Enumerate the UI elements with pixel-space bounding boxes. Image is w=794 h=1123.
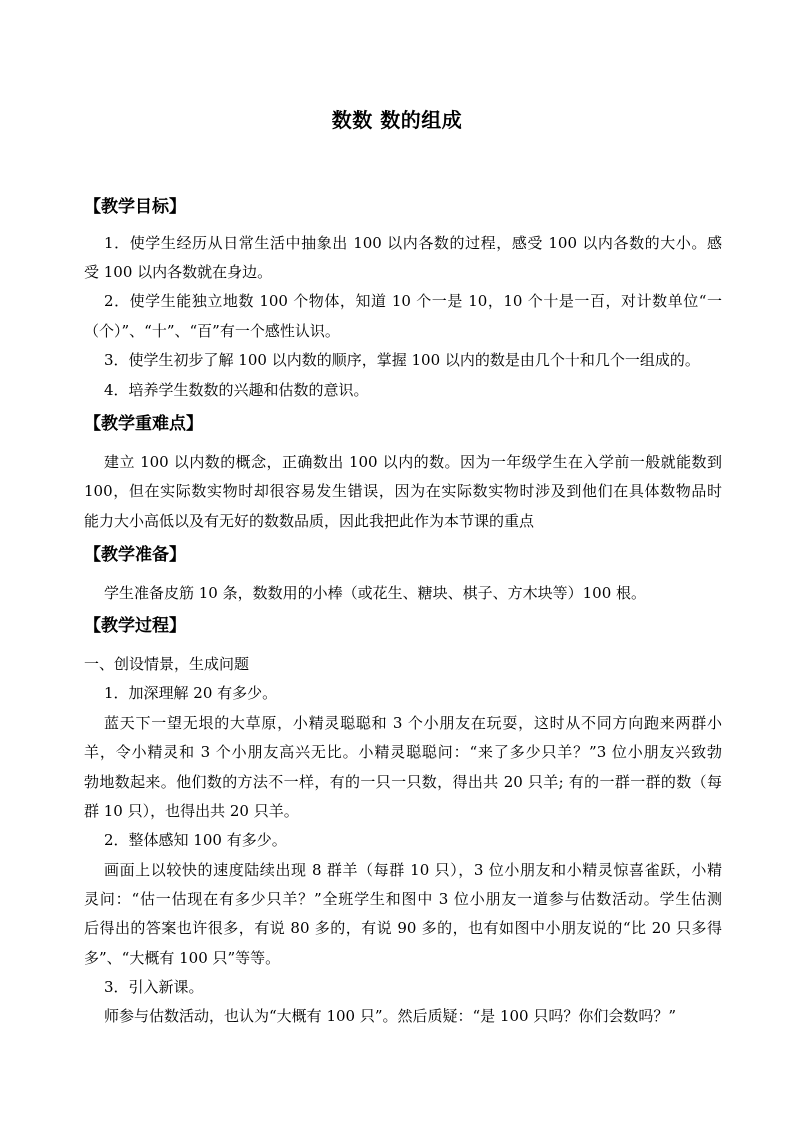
section-heading-keypoints: 【教学重难点】 — [84, 414, 203, 434]
paragraph-line: 2．使学生能独立地数 100 个物体，知道 10 个一是 10，10 个十是一百，对计数单位“一 — [104, 292, 722, 310]
paragraph-line: 画面上以较快的速度陆续出现 8 群羊（每群 10 只），3 位小朋友和小精灵惊喜雀跃，小精 — [104, 861, 722, 879]
paragraph-line: 能力大小高低以及有无好的数数品质，因此我把此作为本节课的重点 — [84, 512, 535, 530]
paragraph-line: 1．加深理解 20 有多少。 — [104, 684, 278, 702]
paragraph-line: 3．使学生初步了解 100 以内数的顺序，掌握 100 以内的数是由几个十和几个一组成的。 — [104, 351, 700, 369]
paragraph-line: 一、创设情景，生成问题 — [84, 655, 250, 673]
paragraph-line: 羊，令小精灵和 3 个小朋友高兴无比。小精灵聪聪问：“来了多少只羊？”3 位小朋友兴致勃 — [84, 743, 722, 761]
paragraph-line: （个）”、“十”、“百”有一个感性认识。 — [84, 322, 340, 340]
paragraph-line: 多”、“大概有 100 只”等等。 — [84, 949, 281, 967]
paragraph-line: 100，但在实际数实物时却很容易发生错误，因为在实际数实物时涉及到他们在具体数物品时 — [84, 482, 722, 500]
section-heading-prep: 【教学准备】 — [84, 545, 186, 565]
paragraph-line: 灵问：“估一估现在有多少只羊？”全班学生和图中 3 位小朋友一道参与估数活动。学生估测 — [84, 890, 722, 908]
paragraph-line: 2．整体感知 100 有多少。 — [104, 831, 287, 849]
paragraph-line: 蓝天下一望无垠的大草原，小精灵聪聪和 3 个小朋友在玩耍，这时从不同方向跑来两群小 — [104, 714, 722, 732]
paragraph-line: 群 10 只），也得出共 20 只羊。 — [84, 802, 299, 820]
paragraph-line: 勃地数起来。他们数的方法不一样，有的一只一只数，得出共 20 只羊; 有的一群一群的数（每 — [84, 773, 722, 791]
page-title: 数数 数的组成 — [331, 108, 463, 132]
paragraph-line: 3．引入新课。 — [104, 978, 204, 996]
paragraph-line: 4．培养学生数数的兴趣和估数的意识。 — [104, 381, 369, 399]
paragraph-line: 学生准备皮筋 10 条，数数用的小棒（或花生、糖块、棋子、方木块等）100 根。 — [104, 584, 647, 602]
section-heading-goals: 【教学目标】 — [84, 197, 186, 217]
section-heading-process: 【教学过程】 — [84, 616, 186, 636]
paragraph-line: 后得出的答案也许很多，有说 80 多的，有说 90 多的，也有如图中小朋友说的“比 20 只多得 — [84, 919, 722, 937]
paragraph-line: 师参与估数活动，也认为“大概有 100 只”。然后质疑：“是 100 只吗？你们会数吗？” — [104, 1007, 677, 1025]
paragraph-line: 受 100 以内各数就在身边。 — [84, 263, 273, 281]
paragraph-line: 1．使学生经历从日常生活中抽象出 100 以内各数的过程，感受 100 以内各数的大小。感 — [104, 234, 722, 252]
paragraph-line: 建立 100 以内数的概念，正确数出 100 以内的数。因为一年级学生在入学前一般就能数到 — [104, 453, 722, 471]
